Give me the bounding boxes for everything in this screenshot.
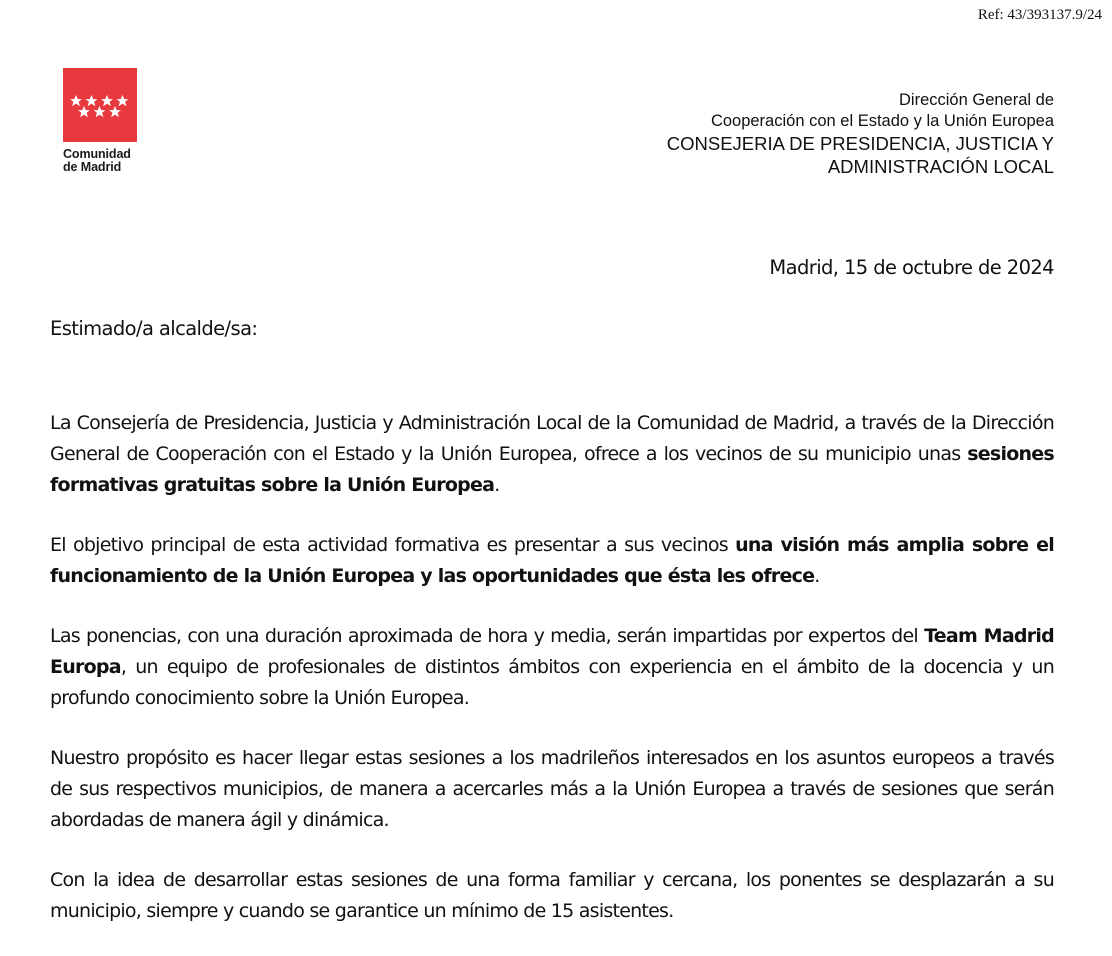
reference-number: Ref: 43/393137.9/24: [977, 7, 1102, 23]
paragraph-3-text: Las ponencias, con una duración aproximada de hora y media, serán impartidas por expertos del: [50, 625, 925, 647]
paragraph-3: [50, 621, 1054, 714]
letter-date: Madrid, 15 de octubre de 2024: [769, 256, 1054, 279]
logo-wordmark: [63, 148, 139, 174]
paragraph-5: [50, 865, 1054, 927]
letter-body: [50, 408, 1054, 956]
comunidad-de-madrid-logo: [63, 68, 139, 174]
logo-line-1: Comunidad: [63, 147, 131, 161]
paragraph-1-end: .: [494, 474, 500, 496]
paragraph-3-end: , un equipo de profesionales de distintos ámbitos con experiencia en el ámbito de la docencia y un profundo conocimiento sobre la Unión Europea.: [50, 656, 1054, 709]
org-line-3: CONSEJERIA DE PRESIDENCIA, JUSTICIA Y: [666, 133, 1054, 154]
org-line-1: Dirección General de: [899, 91, 1054, 109]
paragraph-4: [50, 743, 1054, 836]
paragraph-5-text: Con la idea de desarrollar estas sesiones de una forma familiar y cercana, los ponentes se desplazarán a su municipio, siempre y cuando se garantice un mínimo de 15 asistentes.: [50, 869, 1054, 922]
paragraph-2: [50, 530, 1054, 592]
org-line-2: Cooperación con el Estado y la Unión Europea: [710, 112, 1054, 130]
paragraph-3-emphasis: Team Madrid Europa: [50, 625, 1054, 678]
paragraph-4-text: Nuestro propósito es hacer llegar estas sesiones a los madrileños interesados en los asuntos europeos a través de sus respectivos municipios, de manera a acercarles más a la Unión Europea a través de sesiones que serán abordadas de manera ágil y dinámica.: [50, 747, 1054, 831]
paragraph-1-text: La Consejería de Presidencia, Justicia y Administración Local de la Comunidad de Madrid, a través de la Dirección General de Cooperación con el Estado y la Unión Europea, ofrece a los vecinos de su municipio unas: [50, 412, 1054, 465]
logo-red-square: [63, 68, 137, 142]
organization-header: [667, 90, 1054, 178]
paragraph-2-end: .: [814, 565, 820, 587]
seven-stars-icon: [63, 68, 137, 142]
logo-line-2: de Madrid: [63, 160, 122, 174]
paragraph-1-emphasis: sesiones formativas gratuitas sobre la Unión Europea: [50, 443, 1054, 496]
org-line-4: ADMINISTRACIÓN LOCAL: [827, 156, 1054, 177]
salutation: Estimado/a alcalde/sa:: [50, 317, 258, 340]
paragraph-1: [50, 408, 1054, 501]
paragraph-2-emphasis: una visión más amplia sobre el funcionamiento de la Unión Europea y las oportunidades que ésta les ofrece: [50, 534, 1054, 587]
paragraph-2-text: El objetivo principal de esta actividad formativa es presentar a sus vecinos: [50, 534, 736, 556]
